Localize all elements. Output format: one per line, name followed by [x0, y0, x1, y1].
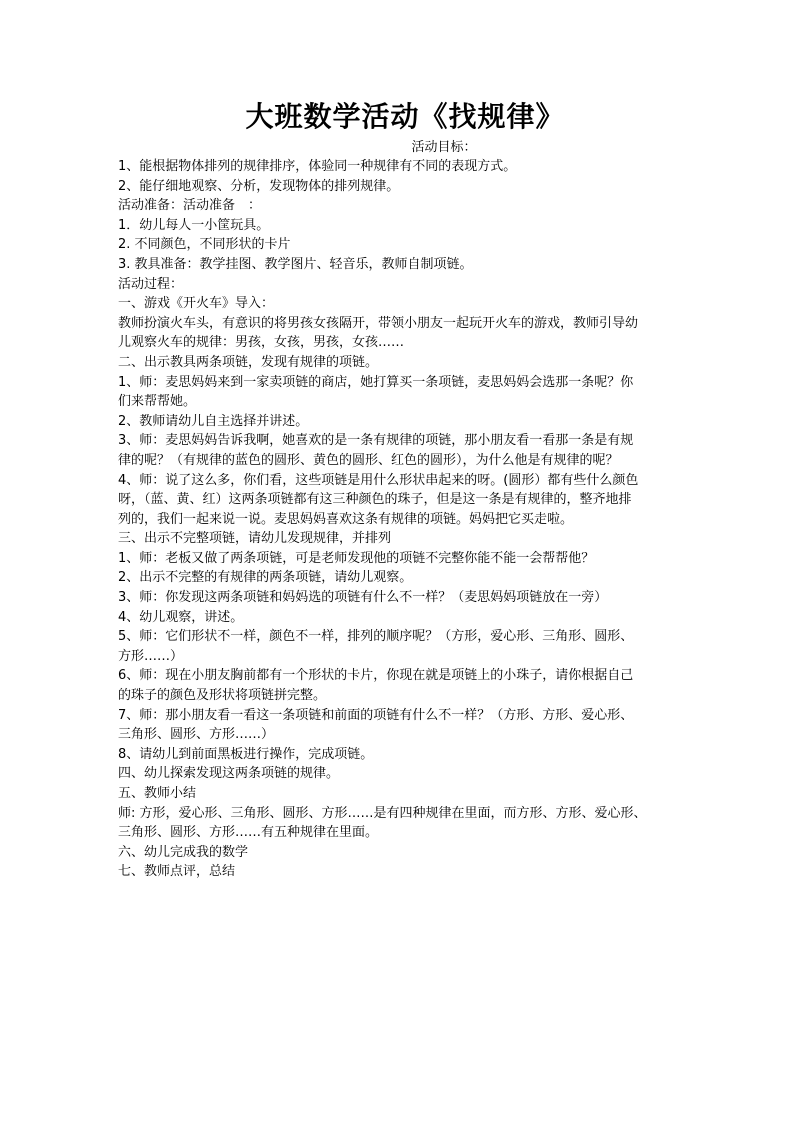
text-line: 们来帮帮她。 — [118, 394, 197, 410]
text-line: 1、能根据物体排列的规律排序，体验同一种规律有不同的表现方式。 — [118, 159, 517, 174]
text-line: 1、师：麦思妈妈来到一家卖项链的商店，她打算买一条项链，麦思妈妈会选那一条呢？你 — [118, 374, 634, 390]
text-line: 三角形、圆形、方形……有五种规律在里面。 — [118, 825, 379, 841]
text-line: 5、师：它们形状不一样，颜色不一样，排列的顺序呢？（方形，爱心形、三角形、圆形、 — [118, 629, 634, 645]
text-line: 五、教师小结 — [118, 786, 197, 801]
text-line: 的珠子的颜色及形状将项链拼完整。 — [118, 688, 327, 704]
text-line: 一、游戏《开火车》导入： — [118, 296, 275, 312]
text-line: 方形……） — [118, 648, 184, 664]
text-line: 四、幼儿探索发现这两条项链的规律。 — [118, 766, 340, 782]
document-page — [118, 95, 678, 882]
section-subtitle: 活动目标： — [411, 140, 477, 155]
text-line: 1、师：老板又做了两条项链，可是老师发现他的项链不完整你能不能一会帮帮他？ — [118, 550, 595, 566]
text-line: 律的呢？（有规律的蓝色的圆形、黄色的圆形、红色的圆形），为什么他是有规律的呢？ — [118, 452, 619, 468]
text-line: 3、师：麦思妈妈告诉我啊，她喜欢的是一条有规律的项链，那小朋友看一看那一条是有规 — [118, 433, 634, 449]
text-line: 列的，我们一起来说一说。麦思妈妈喜欢这条有规律的项链。妈妈把它买走啦。 — [118, 511, 574, 527]
text-line: 8、请幼儿到前面黑板进行操作，完成项链。 — [118, 746, 374, 762]
text-line: 三角形、圆形、方形……） — [118, 727, 275, 743]
text-line: 6、师：现在小朋友胸前都有一个形状的卡片，你现在就是项链上的小珠子，请你根据自己 — [118, 668, 634, 684]
text-line: 教师扮演火车头，有意识的将男孩女孩隔开，带领小朋友一起玩开火车的游戏，教师引导幼 — [118, 315, 639, 331]
text-line: 三、出示不完整项链，请幼儿发现规律，并排列 — [118, 531, 392, 547]
text-line: 2、教师请幼儿自主选择并讲述。 — [118, 413, 309, 429]
document-body — [118, 157, 678, 882]
text-line: 3、师：你发现这两条项链和妈妈选的项链有什么不一样？（麦思妈妈项链放在一旁） — [118, 590, 608, 606]
text-line: 4、幼儿观察，讲述。 — [118, 609, 244, 625]
text-line: 7、师：那小朋友看一看这一条项链和前面的项链有什么不一样？（方形、方形、爱心形、 — [118, 707, 634, 723]
document-title: 大班数学活动《找规律》 — [245, 100, 565, 133]
text-line: 呀，（蓝、黄、红）这两条项链都有这三种颜色的珠子，但是这一条是有规律的，整齐地排 — [118, 492, 632, 508]
text-line: 儿观察火车的规律：男孩，女孩，男孩，女孩…… — [118, 335, 405, 351]
text-line: 3. 教具准备：教学挂图、教学图片、轻音乐，教师自制项链。 — [118, 256, 473, 272]
text-line: 2、能仔细地观察、分析，发现物体的排列规律。 — [118, 178, 400, 194]
text-line: 七、教师点评，总结 — [118, 864, 236, 880]
text-line: 1．幼儿每人一小筐玩具。 — [118, 217, 270, 233]
text-line: 六、幼儿完成我的数学 — [118, 844, 249, 860]
text-line: 活动过程： — [118, 276, 184, 292]
text-line: 2. 不同颜色，不同形状的卡片 — [118, 237, 291, 253]
text-line: 活动准备：活动准备 ： — [118, 198, 262, 214]
text-line: 2、出示不完整的有规律的两条项链，请幼儿观察。 — [118, 570, 413, 586]
text-line: 二、出示教具两条项链，发现有规律的项链。 — [118, 354, 379, 370]
text-line: 师: 方形，爱心形、三角形、圆形、方形……是有四种规律在里面，而方形、方形、爱心形、 — [118, 805, 647, 821]
text-line: 4、师：说了这么多，你们看，这些项链是用什么形状串起来的呀。(圆形）都有些什么颜色 — [118, 472, 639, 488]
